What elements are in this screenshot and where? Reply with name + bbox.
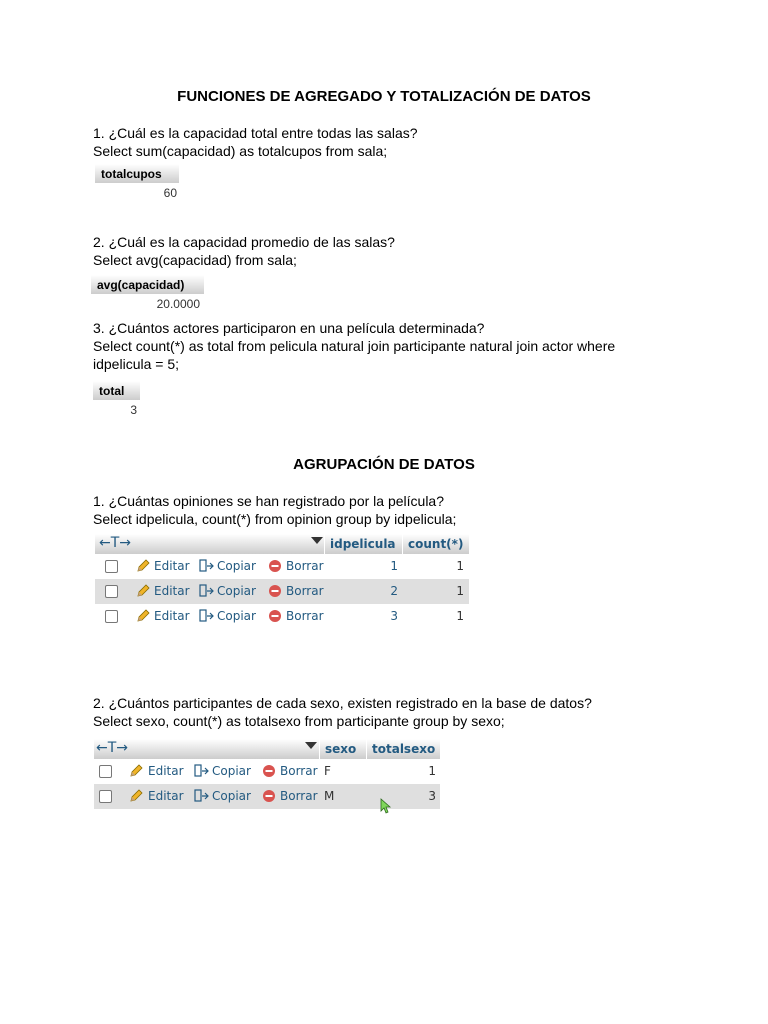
edit-link[interactable]: Editar bbox=[154, 559, 190, 573]
cell-idpelicula: 2 bbox=[390, 584, 398, 598]
copy-link[interactable]: Copiar bbox=[217, 584, 256, 598]
pencil-icon[interactable] bbox=[136, 559, 150, 573]
pencil-icon[interactable] bbox=[136, 609, 150, 623]
table-row bbox=[95, 579, 469, 604]
column-header-idpelicula[interactable]: idpelicula bbox=[324, 534, 404, 554]
copy-icon[interactable] bbox=[194, 764, 208, 778]
delete-link[interactable]: Borrar bbox=[286, 584, 324, 598]
grouping-question-1-sql: Select idpelicula, count(*) from opinion group by idpelicula; bbox=[93, 511, 457, 527]
result-header-totalcupos: totalcupos bbox=[95, 164, 179, 183]
result-grid-opiniones bbox=[95, 534, 469, 630]
cell-idpelicula: 1 bbox=[390, 559, 398, 573]
table-row bbox=[95, 554, 469, 579]
table-row bbox=[95, 604, 469, 629]
result-header-total: total bbox=[93, 381, 140, 400]
row-checkbox[interactable] bbox=[105, 560, 118, 573]
grid-header bbox=[95, 534, 469, 554]
grouping-question-2-text: 2. ¿Cuántos participantes de cada sexo, existen registrado en la base de datos? bbox=[93, 695, 592, 711]
row-checkbox[interactable] bbox=[99, 765, 112, 778]
grouping-question-2-sql: Select sexo, count(*) as totalsexo from participante group by sexo; bbox=[93, 713, 505, 729]
copy-icon[interactable] bbox=[199, 559, 213, 573]
copy-icon[interactable] bbox=[199, 609, 213, 623]
grouping-question-1-text: 1. ¿Cuántas opiniones se han registrado por la película? bbox=[93, 493, 444, 509]
row-checkbox[interactable] bbox=[105, 610, 118, 623]
column-header-totalsexo[interactable]: totalsexo bbox=[366, 739, 440, 759]
copy-link[interactable]: Copiar bbox=[217, 609, 256, 623]
delete-link[interactable]: Borrar bbox=[286, 609, 324, 623]
delete-icon[interactable] bbox=[268, 609, 282, 623]
question-1-sql: Select sum(capacidad) as totalcupos from sala; bbox=[93, 143, 388, 159]
delete-icon[interactable] bbox=[262, 789, 276, 803]
grid-header bbox=[94, 739, 440, 759]
column-arrows-icon[interactable]: ←T→ bbox=[96, 740, 129, 756]
edit-link[interactable]: Editar bbox=[148, 789, 184, 803]
cell-count: 1 bbox=[456, 559, 464, 573]
edit-link[interactable]: Editar bbox=[148, 764, 184, 778]
delete-icon[interactable] bbox=[268, 584, 282, 598]
edit-link[interactable]: Editar bbox=[154, 609, 190, 623]
delete-icon[interactable] bbox=[262, 764, 276, 778]
column-header-sexo[interactable]: sexo bbox=[319, 739, 367, 759]
question-3-text: 3. ¿Cuántos actores participaron en una película determinada? bbox=[93, 320, 485, 336]
question-3-sql-line2: idpelicula = 5; bbox=[93, 356, 180, 372]
sort-down-icon[interactable] bbox=[311, 537, 323, 544]
copy-icon[interactable] bbox=[194, 789, 208, 803]
column-header-count[interactable]: count(*) bbox=[402, 534, 469, 554]
question-2-sql: Select avg(capacidad) from sala; bbox=[93, 252, 297, 268]
pencil-icon[interactable] bbox=[136, 584, 150, 598]
cell-sexo: M bbox=[324, 789, 335, 803]
cell-sexo: F bbox=[324, 764, 331, 778]
delete-link[interactable]: Borrar bbox=[280, 764, 318, 778]
result-value-avg: 20.0000 bbox=[156, 297, 200, 311]
mouse-cursor-icon bbox=[380, 798, 392, 814]
pencil-icon[interactable] bbox=[129, 764, 143, 778]
copy-icon[interactable] bbox=[199, 584, 213, 598]
row-checkbox[interactable] bbox=[105, 585, 118, 598]
cell-totalsexo: 1 bbox=[428, 764, 436, 778]
column-arrows-icon[interactable]: ←T→ bbox=[99, 535, 132, 551]
question-2-text: 2. ¿Cuál es la capacidad promedio de las salas? bbox=[93, 234, 395, 250]
delete-link[interactable]: Borrar bbox=[280, 789, 318, 803]
section-title-grouping: AGRUPACIÓN DE DATOS bbox=[293, 456, 475, 473]
cell-totalsexo: 3 bbox=[428, 789, 436, 803]
delete-icon[interactable] bbox=[268, 559, 282, 573]
result-value-total: 3 bbox=[130, 403, 137, 417]
question-3-sql-line1: Select count(*) as total from pelicula natural join participante natural join actor where bbox=[93, 338, 616, 354]
edit-link[interactable]: Editar bbox=[154, 584, 190, 598]
delete-link[interactable]: Borrar bbox=[286, 559, 324, 573]
section-title-aggregates: FUNCIONES DE AGREGADO Y TOTALIZACIÓN DE DATOS bbox=[177, 88, 591, 105]
copy-link[interactable]: Copiar bbox=[212, 789, 251, 803]
copy-link[interactable]: Copiar bbox=[212, 764, 251, 778]
copy-link[interactable]: Copiar bbox=[217, 559, 256, 573]
pencil-icon[interactable] bbox=[129, 789, 143, 803]
cell-count: 1 bbox=[456, 584, 464, 598]
sort-down-icon[interactable] bbox=[305, 742, 317, 749]
cell-count: 1 bbox=[456, 609, 464, 623]
table-row bbox=[94, 759, 440, 784]
cell-idpelicula: 3 bbox=[390, 609, 398, 623]
question-1-text: 1. ¿Cuál es la capacidad total entre todas las salas? bbox=[93, 125, 418, 141]
result-value-totalcupos: 60 bbox=[163, 186, 177, 200]
row-checkbox[interactable] bbox=[99, 790, 112, 803]
result-header-avg: avg(capacidad) bbox=[91, 275, 204, 294]
